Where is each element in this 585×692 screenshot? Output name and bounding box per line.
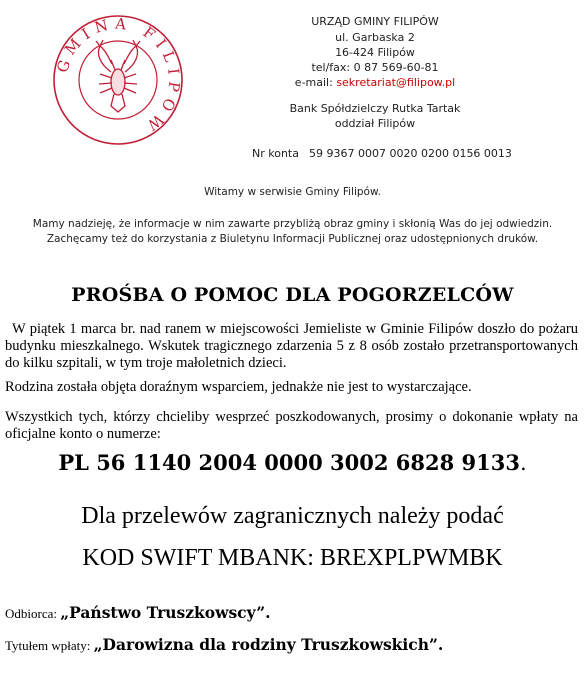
account-number: 59 9367 0007 0020 0200 0156 0013	[308, 147, 512, 160]
recipient-label: Odbiorca:	[5, 606, 61, 621]
office-street: ul. Garbaska 2	[335, 31, 415, 44]
office-phone: tel/fax: 0 87 569-60-81	[311, 61, 439, 74]
iban-number: PL 56 1140 2004 0000 3002 6828 9133	[58, 450, 520, 475]
intro-line-1: Mamy nadzieję, że informacje w nim zawarte przybliżą obraz gminy i skłonią Was do jej odwiedzin.	[32, 218, 553, 230]
crayfish-icon	[96, 40, 140, 112]
office-email-line	[240, 75, 510, 90]
email-link[interactable]: sekretariat@filipow.pl	[336, 76, 456, 89]
iban-period: .	[519, 451, 527, 475]
appeal-paragraph-2: Rodzina została objęta doraźnym wsparciem, jednakże nie jest to wystarczające.	[5, 379, 472, 395]
transfer-title-value: „Darowizna dla rodziny Truszkowskich”.	[93, 635, 444, 654]
intro-line-2: Zachęcamy też do korzystania z Biuletynu Informacji Publicznej oraz udostępnionych druków.	[46, 233, 539, 245]
office-name: URZĄD GMINY FILIPÓW	[311, 15, 439, 28]
office-postal: 16-424 Filipów	[335, 46, 415, 59]
welcome-text: Witamy w serwisie Gminy Filipów.	[204, 186, 381, 198]
appeal-paragraph-3: Wszystkich tych, którzy chcieliby wesprzeć poszkodowanych, prosimy o dokonanie wpłaty na oficjalne konto o numerze:	[5, 409, 578, 442]
recipient-value: „Państwo Truszkowscy”.	[60, 603, 271, 622]
gmina-filipow-seal	[52, 14, 184, 146]
foreign-transfer-note: Dla przelewów zagranicznych należy podać	[81, 503, 504, 529]
account-line	[252, 147, 512, 160]
email-label: e-mail:	[294, 76, 337, 89]
transfer-title-line	[5, 635, 443, 654]
bank-name: Bank Spółdzielczy Rutka Tartak	[289, 102, 461, 115]
appeal-paragraph-1: W piątek 1 marca br. nad ranem w miejscowości Jemieliste w Gminie Filipów doszło do pożaru budynku mieszkalnego. Wskutek tragicznego zdarzenia 5 z 8 osób zostało przetransportowanych do kilku szpitali, w tym troje małoletnich dzieci.	[5, 321, 578, 371]
transfer-title-label: Tytułem wpłaty:	[5, 638, 94, 653]
bank-branch: oddział Filipów	[334, 117, 416, 130]
appeal-title: PROŚBA O POMOC DLA POGORZELCÓW	[71, 284, 514, 306]
account-label: Nr konta	[252, 147, 299, 160]
swift-code: KOD SWIFT MBANK: BREXPLPWMBK	[82, 545, 503, 571]
seal-text: GMINA FILIPÓW	[53, 14, 184, 138]
recipient-line	[5, 603, 271, 622]
iban-line	[0, 450, 585, 475]
